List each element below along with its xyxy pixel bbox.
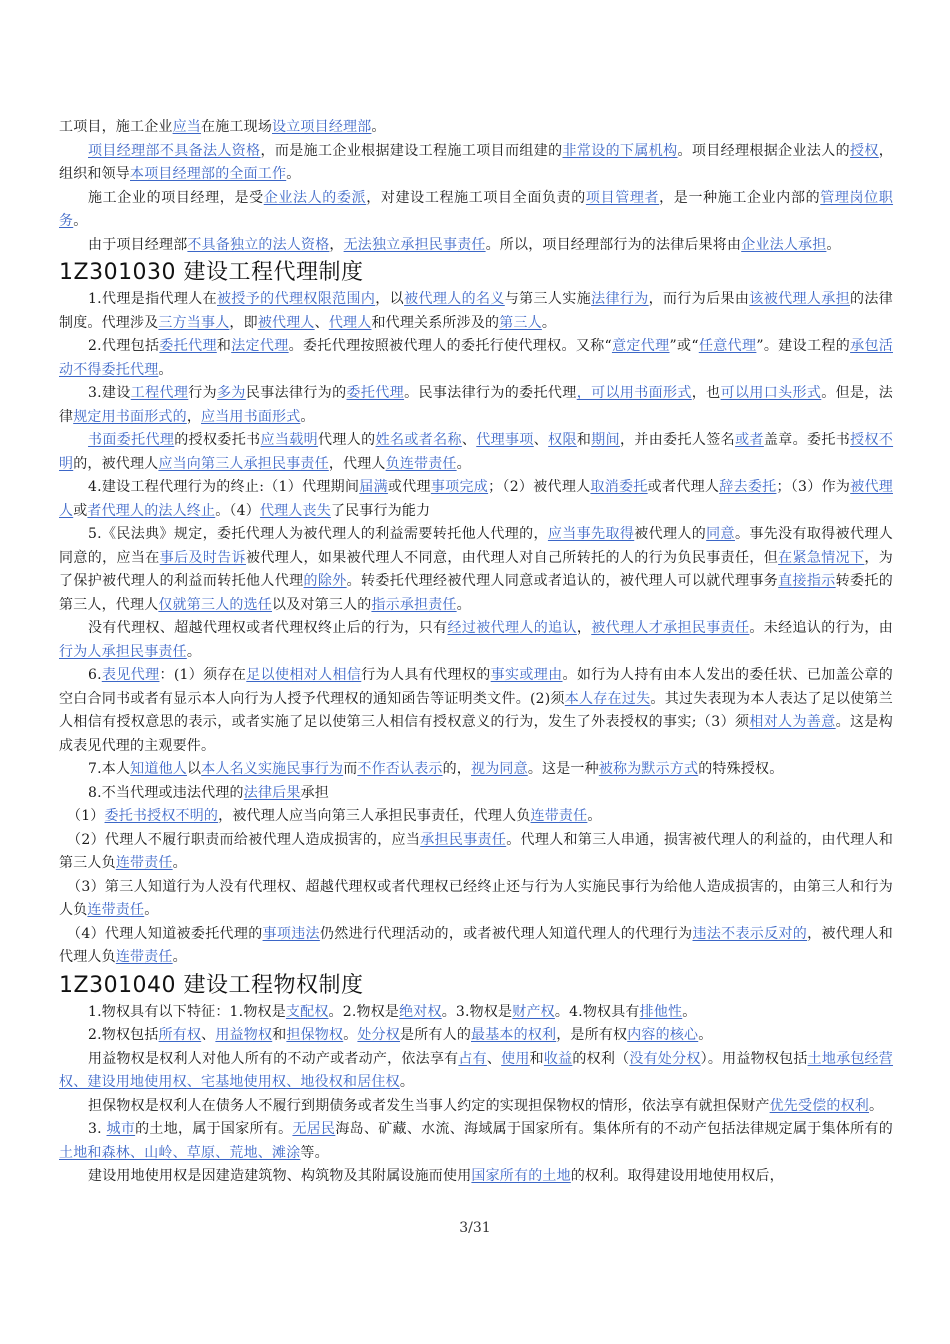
paragraph [59,429,893,476]
paragraph [59,1048,893,1095]
text-run: 的，被代理人 [73,455,159,472]
text-run: 的特殊授权。 [698,761,784,777]
text-run: ”。建设工程的 [756,338,851,354]
underlined-key-phrase: 城市 [106,1121,136,1137]
text-run: 。这是构成表见代理的主观要件。 [59,714,894,754]
underlined-key-phrase: 事后及时告诉 [159,549,246,566]
underlined-key-phrase: 行为人承担民事责任 [59,643,187,660]
underlined-key-phrase: 规定用书面形式的 [73,408,187,425]
underlined-key-phrase: 法律后果 [243,784,301,801]
text-run: 的授权委托书 [174,432,261,448]
text-run: 。委托代理按照被代理人的委托行使代理权。又称“ [288,338,612,354]
underlined-key-phrase: 应当向第三人承担民事责任 [158,455,329,472]
text-run: 8.不当代理或违法代理的 [88,784,244,801]
underlined-key-phrase: 本人名义实施民事行为 [201,761,344,777]
text-run: 。其过失表现为本人表达了足以使第兰人相信有授权意思的表示，或者实施了足以使第三人相信有授权意义的行为，发生了外表授权的事实;（3）须 [59,690,893,730]
text-run: 而 [343,761,358,777]
underlined-key-phrase: 姓名或者名称 [375,432,462,448]
underlined-key-phrase: 内容的核心 [627,1027,699,1043]
paragraph [59,476,893,523]
underlined-key-phrase: 应当 [172,119,202,135]
underlined-key-phrase: 被代理人 [59,479,893,519]
paragraph [59,1024,893,1048]
underlined-key-phrase: 没有处分权 [629,1050,701,1067]
underlined-key-phrase: ，可以用书面形式 [576,385,692,401]
text-run: 。转委托代理经被代理人同意或者追认的，被代理人可以就代理事务 [346,573,779,589]
paragraph [59,876,893,923]
text-run: 的法律制度。代理涉及 [59,291,894,331]
text-run: 和 [529,1050,544,1067]
text-run: 。 [144,902,159,918]
underlined-key-phrase: 可以用口头形式 [720,385,822,401]
text-run: ）。用益物权包括 [700,1050,808,1067]
underlined-key-phrase: 代理人 [328,314,372,331]
underlined-key-phrase: 代理事项 [476,432,534,448]
text-run: 。但是，法律 [59,385,894,425]
text-run: 用益物权是权利人对他人所有的不动产或者动产，依法享有 [88,1050,459,1067]
text-run: 。2.物权是 [328,1003,400,1020]
text-run: 。 [172,949,187,965]
underlined-key-phrase: 土地承包经营权、建设用地使用权、宅基地使用权、地役权和居住权 [59,1050,894,1090]
text-run: 行为 [188,385,218,401]
text-run: （2）代理人不履行职责而给被代理人造成损害的，应当 [67,831,421,848]
underlined-key-phrase: 被称为默示方式 [598,761,699,777]
underlined-key-phrase: 第三人 [499,314,542,331]
underlined-key-phrase: 收益 [543,1050,573,1067]
document-body [59,116,893,1189]
text-run: ，代理人 [328,455,386,472]
underlined-key-phrase: 本项目经理部的全面工作 [130,166,287,182]
text-run: ，而行为后果由 [648,291,750,307]
text-run: 、 [201,1027,216,1043]
paragraph [59,617,893,664]
underlined-key-phrase: 国家所有的土地 [471,1168,571,1184]
text-run: ，组织和领导 [59,142,893,182]
text-run: ，是一种施工企业内部的 [659,189,821,206]
underlined-key-phrase: 相对人为善意 [749,714,836,730]
underlined-key-phrase: 委托代理 [159,338,217,354]
underlined-key-phrase: 无居民 [292,1121,336,1137]
text-run: ；（2）被代理人 [488,479,591,495]
underlined-key-phrase: 或者 [735,432,764,448]
text-run: ，被代理人应当向第三人承担民事责任，代理人负 [218,808,531,824]
underlined-key-phrase: 占有 [458,1050,487,1067]
underlined-key-phrase: 授权 [850,142,879,159]
underlined-key-phrase: 无法独立承担民事责任 [343,236,486,253]
underlined-key-phrase: 企业法人承担 [741,236,827,253]
underlined-key-phrase: 视为同意 [471,761,528,777]
text-run: 没有代理权、超越代理权或者代理权终止后的行为，只有 [88,620,448,636]
text-run: 施工企业的项目经理，是受 [88,189,264,206]
underlined-key-phrase: 者代理人的法人终止 [87,502,216,519]
text-run: ，为了保护被代理人的利益而转托他人代理 [59,549,894,589]
text-run: 。 [286,166,301,182]
text-run: 被代理人，如果被代理人不同意，由代理人对自己所转托的人的行为负民事责任，但 [245,549,779,566]
paragraph [59,116,893,140]
text-run: 。 [343,1027,358,1043]
text-run: 。 [541,314,557,331]
text-run: 。 [186,643,202,660]
underlined-key-phrase: 所有权 [158,1027,202,1043]
underlined-key-phrase: 期间 [591,432,621,448]
text-run: 1Z301040 建设工程物权制度 [59,972,364,998]
underlined-key-phrase: 被代理人的名义 [404,291,505,307]
underlined-key-phrase: 该被代理人承担 [749,291,851,307]
text-run: 。如行为人持有由本人发出的委任状、已加盖公章的空白合同书或者有显示本人向行为人授予代理权的通知函告等证明类文件。(2)须 [59,667,893,707]
text-run: 行为人具有代理权的 [361,667,491,683]
text-run: 和 [272,1027,287,1043]
paragraph [59,523,893,617]
text-run: ，是所有权 [556,1027,628,1043]
text-run: 或者代理人 [647,479,720,495]
paragraph [59,1095,893,1119]
text-run: （4）代理人知道被委托代理的 [67,925,263,942]
text-run: 与第三人实施 [504,291,592,307]
text-run: 和代理关系所涉及的 [371,314,500,331]
underlined-key-phrase: 负连带责任 [385,455,457,472]
paragraph [59,234,893,258]
text-run: 工项目，施工企业 [59,119,173,135]
paragraph [59,782,893,806]
text-run: 。4.物权具有 [554,1003,640,1020]
paragraph [59,829,893,876]
underlined-key-phrase: 绝对权 [399,1003,442,1020]
underlined-key-phrase: 本人存在过失 [564,690,651,707]
text-run: 盖章。委托书 [763,432,851,448]
underlined-key-phrase: 足以使相对人相信 [246,667,362,683]
underlined-key-phrase: 使用 [501,1050,530,1067]
text-run: 。 [371,119,386,135]
text-run: 承担 [300,784,329,801]
underlined-key-phrase: 优先受偿的权利 [769,1097,870,1114]
text-run: 。 [73,213,88,229]
text-run: 1.物权具有以下特征：1.物权是 [88,1003,286,1020]
text-run: 、 [314,314,329,331]
text-run: 、 [533,432,549,448]
underlined-key-phrase: 三方当事人 [158,314,230,331]
text-run: 2.物权包括 [88,1027,159,1043]
underlined-key-phrase: 仅就第三人的选任 [158,596,273,613]
underlined-key-phrase: 辞去委托 [719,479,777,495]
text-run: 。民事法律行为的委托代理 [404,385,577,401]
underlined-key-phrase: 连带责任 [115,855,173,871]
text-run: 。这是一种 [527,761,599,777]
text-run: 在施工现场 [201,119,273,135]
text-run: ， [576,620,592,636]
paragraph [59,758,893,782]
underlined-key-phrase: 被授予的代理权限范围内 [217,291,376,307]
text-run: 。所以，项目经理部行为的法律后果将由 [485,236,742,253]
underlined-key-phrase: 书面委托代理 [88,432,175,448]
text-run: 代理人的 [318,432,376,448]
underlined-key-phrase: 被代理人 [257,314,315,331]
underlined-key-phrase: 不作否认表示 [357,761,443,777]
underlined-key-phrase: 设立项目经理部 [272,119,372,135]
paragraph [59,923,893,970]
text-run: 以及对第三人的 [272,596,372,613]
underlined-key-phrase: 事实或理由 [490,667,563,683]
paragraph [59,1001,893,1025]
underlined-key-phrase: 应当载明 [260,432,319,448]
text-run: 以 [186,761,202,777]
text-run: 。项目经理根据企业法人的 [677,142,851,159]
text-run: 。 [456,596,471,613]
underlined-key-phrase: 授权不明 [59,432,894,472]
underlined-key-phrase: 项目管理者 [585,189,660,206]
text-run: ，对建设工程施工项目全面负责的 [366,189,586,206]
text-run: 或代理 [387,479,431,495]
text-run: 或 [73,502,88,519]
text-run: ，即 [229,314,258,331]
underlined-key-phrase: 指示承担责任 [371,596,457,613]
text-run: 3.建设 [88,385,131,401]
paragraph [59,187,893,234]
text-run: ；（3）作为 [776,479,851,495]
underlined-key-phrase: 任意代理 [698,338,757,354]
underlined-key-phrase: 不具备独立的法人资格 [187,236,330,253]
text-run: （1） [67,808,105,824]
underlined-key-phrase: 管理岗位职务 [59,189,894,229]
section-heading [59,971,893,1001]
underlined-key-phrase: 支配权 [285,1003,329,1020]
text-run: ， [186,408,202,425]
text-run: 。 [172,855,187,871]
text-run: 、 [486,1050,502,1067]
text-run: 。 [300,408,315,425]
paragraph [59,1165,893,1189]
underlined-key-phrase: 事项完成 [430,479,489,495]
text-run: 。事先没有取得被代理人同意的，应当在 [59,526,894,566]
underlined-key-phrase: 表见代理 [101,667,160,683]
text-run: 海岛、矿藏、水流、海域属于国家所有。集体所有的不动产包括法律规定属于集体所有的 [335,1121,893,1137]
text-run: 、 [461,432,477,448]
underlined-key-phrase: 土地和森林、山岭、草原、荒地、滩涂 [59,1144,301,1161]
underlined-key-phrase: 企业法人的委派 [263,189,367,206]
underlined-key-phrase: 法律行为 [591,291,649,307]
underlined-key-phrase: 违法不表示反对的 [692,925,808,942]
paragraph [59,664,893,758]
text-run: 。 [587,808,602,824]
text-run: 的土地，属于国家所有。 [135,1121,293,1137]
underlined-key-phrase: 经过被代理人的追认 [447,620,577,636]
underlined-key-phrase: 连带责任 [530,808,588,824]
underlined-key-phrase: 法定代理 [231,338,289,354]
text-run: 和 [216,338,232,354]
text-run: 。 [698,1027,713,1043]
underlined-key-phrase: 连带责任 [115,949,173,965]
text-run: 2.代理包括 [88,338,160,354]
text-run: 。 [682,1003,697,1020]
text-run: ”或“ [669,338,699,354]
text-run: 转委托的第三人，代理人 [59,573,893,613]
underlined-key-phrase: 担保物权 [286,1027,344,1043]
text-run: 的权利（ [572,1050,630,1067]
underlined-key-phrase: 委托书授权不明的 [104,808,219,824]
text-run: 仍然进行代理活动的，或者被代理人知道代理人的代理行为 [319,925,693,942]
underlined-key-phrase: 被代理人才承担民事责任 [591,620,750,636]
text-run: ，被代理人和代理人负 [59,925,893,965]
text-run: ，也 [691,385,721,401]
underlined-key-phrase: 取消委托 [590,479,648,495]
underlined-key-phrase: 工程代理 [130,385,189,401]
underlined-key-phrase: 连带责任 [87,902,145,918]
paragraph [59,335,893,382]
underlined-key-phrase: 同意 [706,526,735,542]
underlined-key-phrase: 承担民事责任 [420,831,507,848]
text-run: 由于项目经理部 [88,236,188,253]
underlined-key-phrase: 事项违法 [262,925,320,942]
underlined-key-phrase: 权限 [548,432,577,448]
underlined-key-phrase: 处分权 [357,1027,401,1043]
underlined-key-phrase: 的除外 [303,573,347,589]
text-run: （3）第三人知道行为人没有代理权、超越代理权或者代理权已经终止还与行为人实施民事行为给他人造成损害的，由第三人和行为人负 [59,878,893,918]
underlined-key-phrase: 财产权 [512,1003,555,1020]
underlined-key-phrase: 多为 [217,385,246,401]
text-run: 建设用地使用权是因建造建筑物、构筑物及其附属设施而使用 [88,1168,472,1184]
text-run: 。代理人和第三人串通，损害被代理人的利益的，由代理人和第三人负 [59,831,894,871]
text-run: 是所有人的 [400,1027,472,1043]
underlined-key-phrase: 知道他人 [130,761,187,777]
underlined-key-phrase: 委托代理 [346,385,405,401]
text-run: ， [329,236,344,253]
text-run: 6. [88,667,102,683]
text-run: 担保物权是权利人在债务人不履行到期债务或者发生当事人约定的实现担保物权的情形，依法享有就担保财产 [88,1097,770,1114]
underlined-key-phrase: 用益物权 [215,1027,273,1043]
text-run: ，并由委托人签名 [620,432,736,448]
text-run: 的， [442,761,471,777]
paragraph [59,288,893,335]
text-run: 7.本人 [88,761,131,777]
text-run: 。 [399,1074,415,1090]
text-run: 。3.物权是 [441,1003,513,1020]
text-run: 1.代理是指代理人在 [88,291,218,307]
underlined-key-phrase: 代理人丧失 [259,502,331,519]
underlined-key-phrase: 最基本的权利 [471,1027,557,1043]
paragraph [59,1118,893,1165]
text-run: 。 [456,455,471,472]
text-run: 5.《民法典》规定，委托代理人为被代理人的利益需要转托他人代理的， [88,526,548,542]
paragraph [59,382,893,429]
text-run: 。 [826,236,841,253]
paragraph [59,805,893,829]
page-number: 3/31 [459,1220,491,1236]
underlined-key-phrase: 应当事先取得 [547,526,635,542]
underlined-key-phrase: 应当用书面形式 [201,408,301,425]
underlined-key-phrase: 排他性 [639,1003,683,1020]
text-run: 。未经追认的行为，由 [749,620,894,636]
text-run: ，以 [375,291,405,307]
text-run: 民事法律行为的 [245,385,347,401]
text-run: 等。 [300,1144,329,1161]
text-run: 被代理人的 [634,526,707,542]
text-run: ，而是施工企业根据建设工程施工项目而组建的 [260,142,563,159]
underlined-key-phrase: 直接指示 [778,573,836,589]
section-heading [59,258,893,288]
underlined-key-phrase: 意定代理 [611,338,670,354]
text-run: 。（4） [215,502,260,519]
underlined-key-phrase: 非常设的下属机构 [562,142,678,159]
text-run: 了民事行为能力 [330,502,431,519]
underlined-key-phrase: 项目经理部不具备法人资格 [88,142,261,159]
text-run: 。 [869,1097,884,1114]
text-run: 3. [88,1121,107,1137]
text-run: 4.建设工程代理行为的终止:（1）代理期间 [88,479,360,495]
text-run: 的权利。取得建设用地使用权后， [570,1168,784,1184]
underlined-key-phrase: 在紧急情况下 [778,549,865,566]
underlined-key-phrase: 届满 [359,479,388,495]
underlined-key-phrase: 承包活动不得委托代理 [59,338,893,378]
paragraph [59,140,893,187]
text-run: 1Z301030 建设工程代理制度 [59,260,364,285]
text-run: 。 [158,361,173,378]
text-run: ：(1）须存在 [159,667,247,683]
text-run: 和 [576,432,592,448]
